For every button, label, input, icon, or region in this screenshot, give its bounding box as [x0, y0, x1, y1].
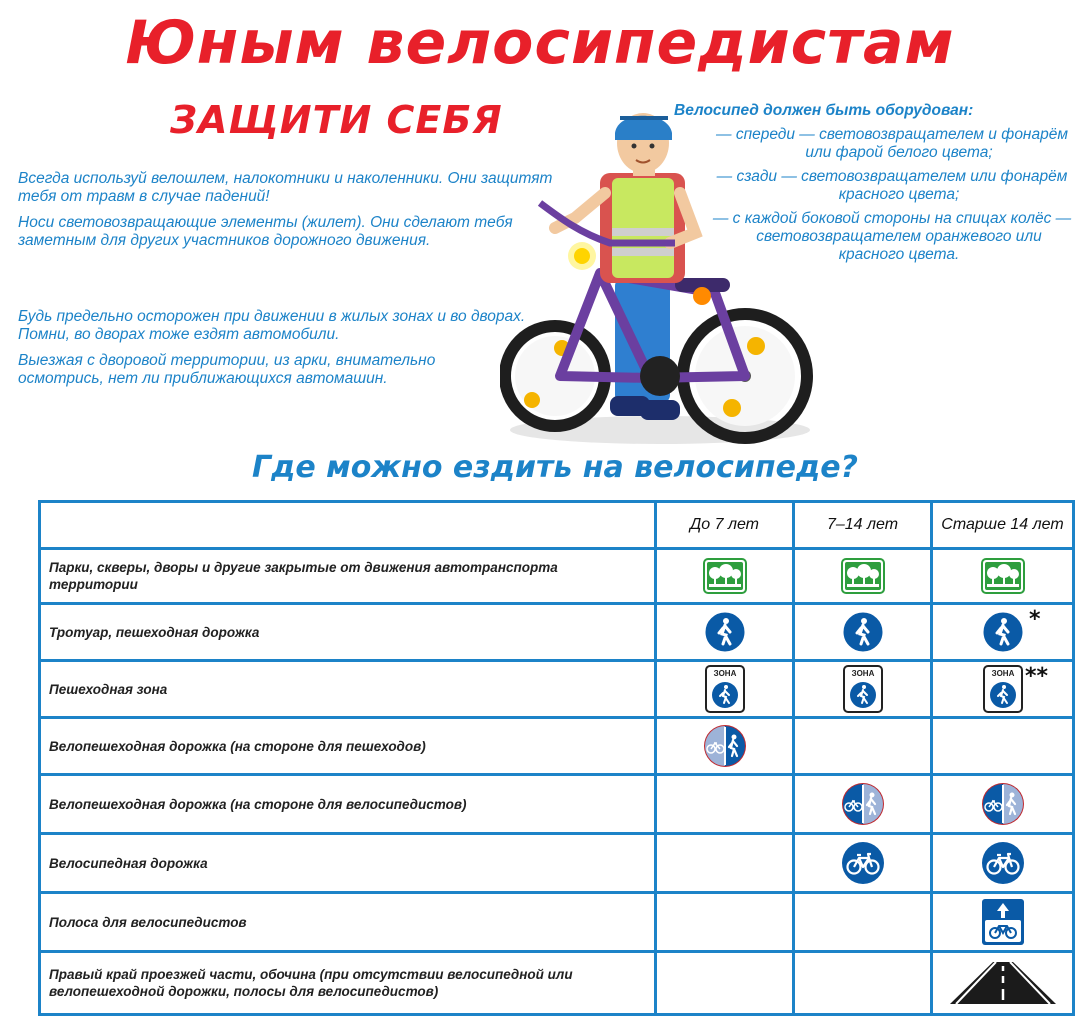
sign-cell	[932, 775, 1074, 834]
sign-cell	[794, 834, 932, 893]
where-to-ride-heading: Где можно ездить на велосипеде?	[252, 450, 858, 485]
park-icon	[703, 567, 747, 584]
safety-tip: Носи световозвращающие элементы (жилет). Они сделают тебя заметным для других участников дорожного движения.	[18, 214, 513, 249]
sign-cell	[794, 893, 932, 952]
sign-cell	[794, 661, 932, 718]
park-icon	[841, 567, 885, 584]
row-label: Велопешеходная дорожка (на стороне для велосипедистов)	[40, 775, 656, 834]
sign-cell	[656, 549, 794, 604]
sign-cell	[932, 661, 1074, 718]
column-header: До 7 лет	[656, 502, 794, 549]
sign-cell	[932, 893, 1074, 952]
safety-tip: Выезжая с дворовой территории, из арки, внимательно осмотрись, нет ли приближающихся автомашин.	[18, 352, 436, 387]
table-row	[40, 893, 1074, 952]
pedestrian-path-sign-icon	[842, 623, 884, 640]
safety-tips-block-1	[18, 170, 558, 250]
svg-text:ЗОНА: ЗОНА	[851, 669, 874, 678]
sign-cell	[656, 661, 794, 718]
page-subtitle: ЗАЩИТИ СЕБЯ	[170, 98, 503, 142]
row-label: Пешеходная зона	[40, 661, 656, 718]
safety-tips-block-2	[18, 308, 538, 388]
table-row	[40, 834, 1074, 893]
bicycle-path-sign-icon	[981, 854, 1025, 871]
table-row	[40, 549, 1074, 604]
sign-cell	[656, 834, 794, 893]
bicycle-lane-sign-icon	[981, 913, 1025, 930]
table-header-row	[40, 502, 1074, 549]
column-header	[40, 502, 656, 549]
column-header: 7–14 лет	[794, 502, 932, 549]
table-row	[40, 718, 1074, 775]
equipment-item: — с каждой боковой стороны на спицах колёс — световозвращателем оранжевого или красного цвета.	[712, 210, 1072, 263]
pedestrian-path-sign-icon	[704, 623, 746, 640]
table-row	[40, 661, 1074, 718]
row-label: Парки, скверы, дворы и другие закрытые от движения автотранспорта территории	[40, 549, 656, 604]
shared-path-cyclist-side-icon	[981, 795, 1025, 812]
shared-path-cyclist-side-icon	[841, 795, 885, 812]
equipment-heading: Велосипед должен быть оборудован:	[674, 102, 974, 119]
row-label: Правый край проезжей части, обочина (при отсутствии велосипедной или велопешеходной дорожки, полосы для велосипедистов)	[40, 952, 656, 1015]
svg-text:ЗОНА: ЗОНА	[713, 669, 736, 678]
row-label: Полоса для велосипедистов	[40, 893, 656, 952]
pedestrian-zone-sign-icon	[705, 669, 745, 697]
bicycle-path-sign-icon	[841, 854, 885, 871]
sign-cell	[656, 718, 794, 775]
park-icon	[981, 567, 1025, 584]
page-title: Юным велосипедистам	[125, 8, 955, 78]
row-label: Велопешеходная дорожка (на стороне для пешеходов)	[40, 718, 656, 775]
boy-with-bicycle-illustration	[500, 108, 820, 453]
sign-cell	[932, 834, 1074, 893]
sign-cell	[794, 952, 932, 1015]
table-row	[40, 952, 1074, 1015]
sign-cell	[932, 952, 1074, 1015]
sign-cell	[656, 893, 794, 952]
column-header: Старше 14 лет	[932, 502, 1074, 549]
table-body	[40, 549, 1074, 1015]
sign-cell	[794, 775, 932, 834]
row-label: Тротуар, пешеходная дорожка	[40, 604, 656, 661]
pedestrian-zone-sign-icon	[843, 669, 883, 697]
safety-tip: Всегда используй велошлем, налокотники и наколенники. Они защитят тебя от травм в случае падений!	[18, 170, 553, 205]
where-to-ride-table	[38, 500, 1075, 1016]
footnote-mark: **	[1025, 664, 1049, 689]
sign-cell	[794, 549, 932, 604]
sign-cell	[794, 718, 932, 775]
table-row	[40, 604, 1074, 661]
sign-cell	[932, 718, 1074, 775]
pedestrian-zone-sign-icon	[983, 669, 1023, 697]
table-row	[40, 775, 1074, 834]
sign-cell	[794, 604, 932, 661]
sign-cell	[656, 604, 794, 661]
shared-path-pedestrian-side-icon	[703, 737, 747, 754]
svg-text:ЗОНА: ЗОНА	[991, 669, 1014, 678]
row-label: Велосипедная дорожка	[40, 834, 656, 893]
sign-cell	[656, 952, 794, 1015]
sign-cell	[932, 549, 1074, 604]
sign-cell	[656, 775, 794, 834]
pedestrian-path-sign-icon	[982, 623, 1024, 640]
safety-tip: Будь предельно осторожен при движении в жилых зонах и во дворах. Помни, во дворах тоже ездят автомобили.	[18, 308, 526, 343]
road-edge-icon	[948, 974, 1058, 991]
equipment-item: — спереди — световозвращателем и фонарём или фарой белого цвета;	[716, 126, 1068, 161]
sign-cell	[932, 604, 1074, 661]
equipment-item: — сзади — световозвращателем или фонарём красного цвета;	[716, 168, 1068, 203]
footnote-mark: *	[1029, 607, 1041, 632]
